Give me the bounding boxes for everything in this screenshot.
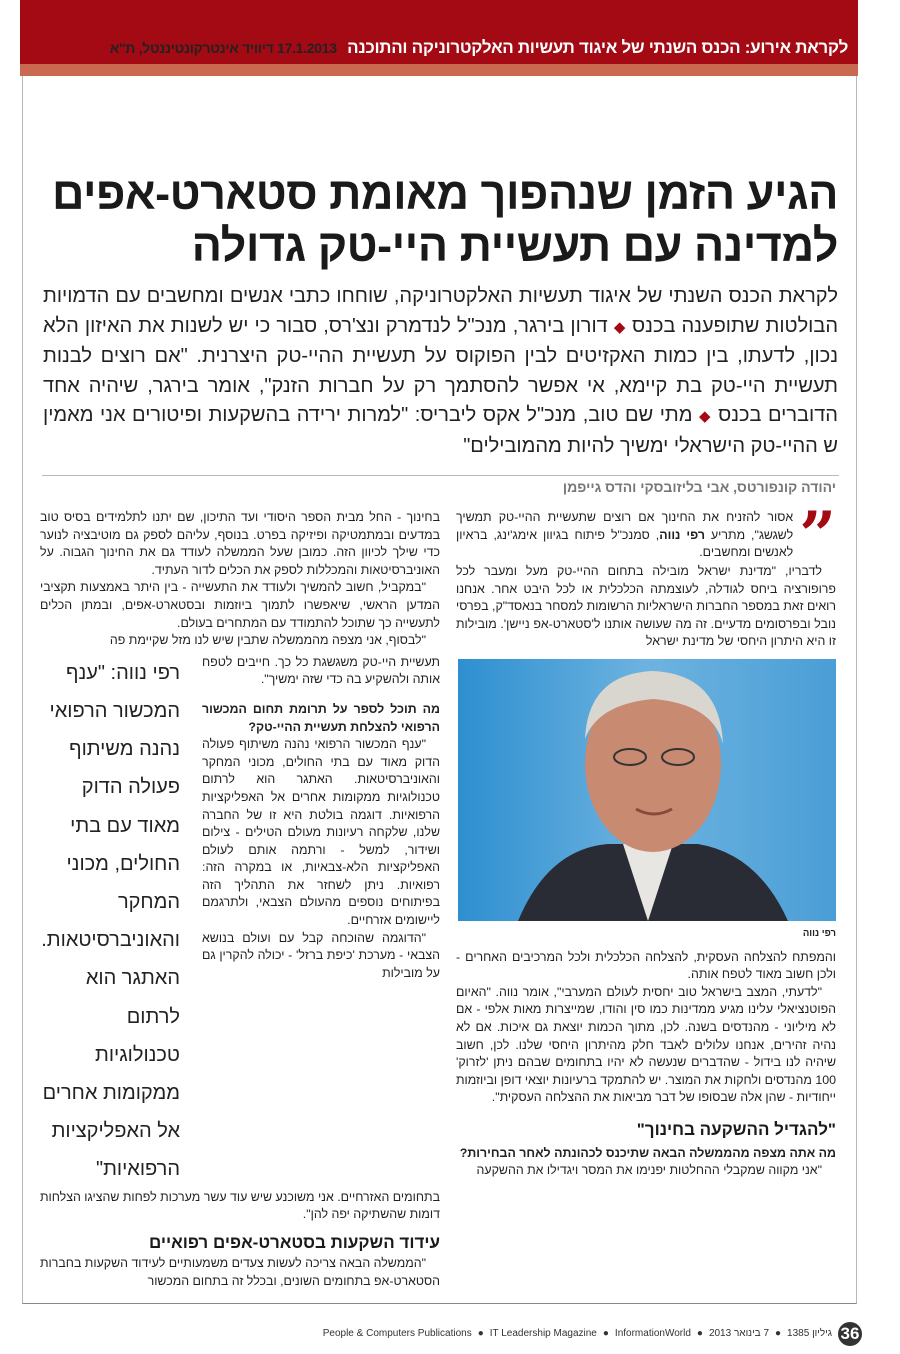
paragraph: והמפתח להצלחה העסקית, להצלחה הכלכלית ולכל המרכיבים האחרים - ולכן חשוב מאוד לטפח אותה.: [456, 949, 836, 982]
event-details: 17.1.2013 דיוויד אינטרקונטיננטל, ת"א: [109, 40, 337, 56]
section-heading: עידוד השקעות בסטארט-אפים רפואיים: [148, 1232, 440, 1252]
page-number: 36: [838, 1322, 862, 1346]
paragraph: "לדעתי, המצב בישראל טוב יחסית לעולם המערבי", אומר נווה. "האיום הפוטנציאלי עלינו מגיע ממדינות כמו סין והודו, שמייצרות מאות אלפי - אם לא מיליוני - מהנדסים בשנה. לכן, מתוך הכמות יוצאת גם איכות. אם לא נהיה זהירים, אנחנו עלולים לאבד חלק מהיתרון היחסי שלנו. לכן, חשוב שיהיה לנו בידול - שהדברים שנעשה לא יהיו בתחומים שבהם ניתן 'לזרוק' 100 מהנדסים ולחקות את המוצר. יש להתמקד ברעיונות יוצאי דופן וביוזמות ייחודיות - שהן אלה שבסופו של דבר מביאות את ההצלחה העסקית".: [456, 984, 836, 1105]
paragraph: תעשיית היי-טק משגשגת כל כך. חייבים לטפח אותה ולהשקיע בה כדי שזה ימשיך".: [202, 654, 440, 687]
diamond-bullet-icon: ◆: [699, 408, 712, 425]
left-column-narrow: [202, 654, 440, 1189]
byline: יהודה קונפורטס, אבי בליזובסקי והדס גייפמן: [562, 479, 836, 495]
paragraph: "לבסוף, אני מצפה מהממשלה שתבין שיש לנו מזל שקיימת פה: [109, 633, 426, 648]
article-columns: [39, 498, 836, 1291]
right-column: [456, 498, 836, 1291]
issue-number: גיליון 1385: [787, 1328, 832, 1340]
paragraph: לדבריו, "מדינת ישראל מובילה בתחום ההיי-טק מעל ומעבר לכל פרופורציה ביחס לגודלה, לעוצמתה הכלכלית או לכל היבט אחר. אנחנו רואים זאת במספר החברות הישראליות הרשומות למסחר בנאסד"ק, בפרסי נובל ובפרסומים מדעיים. זה מה שעושה אותנו ל'סטארט-אפ ניישן'. מובילות זו היא היתרון היחסי של מדינת ישראל: [456, 564, 836, 649]
event-banner-text: [104, 38, 848, 58]
paragraph: "הממשלה הבאה צריכה לעשות צעדים משמעותיים לעידוד השקעות בחברות הסטארט-אפ בתחומים השונים, ובכלל זה בתחום המכשור: [39, 1256, 440, 1288]
quote-mark-icon: ”: [799, 498, 836, 573]
lead-text-2: דורון בירגר, מנכ"ל לנדמרק ונצ'רס, סבור כי יש לשנות את האיזון הלא נכון, לדעתו, בין כמות האקזיטים לבין הפוקוס על תעשיית ההיי-טק היצרנית. "אם רוצים לבנות תעשיית היי-טק בת קיימא, אי אפשר להסתמך רק על חברות הזנק", אומר בירגר, שיהיה אחד הדוברים בכנס: [43, 314, 838, 426]
interview-question: מה אתה מצפה מהממשלה הבאה שתיכנס לכהונתה לאחר הבחירות?: [459, 1145, 836, 1160]
paragraph: "אני מקווה שמקבלי ההחלטות יפנימו את המסר ויגדילו את ההשקעה: [476, 1163, 822, 1178]
magazine-name: InformationWorld: [614, 1328, 691, 1340]
page-footer: [0, 1322, 862, 1346]
bullet-icon: ●: [477, 1328, 484, 1340]
paragraph: [456, 509, 793, 562]
text: אסור להזניח את החינוך אם רוצים שתעשיית ההיי-טק תמשיך לשגשג", מתריע: [456, 510, 794, 542]
left-column: [40, 509, 440, 1291]
interviewee-name: רפי נווה: [659, 527, 705, 542]
article-frame: [22, 76, 857, 1304]
headline-line-1: הגיע הזמן שנהפוך מאומת סטארט-אפים: [52, 168, 838, 219]
paragraph: "ענף המכשור הרפואי נהנה משיתוף פעולה הדוק מאוד עם בתי החולים, מכוני המחקר והאוניברסיטאות. האתגר הוא לרתום טכנולוגיות ממקומות אחרים אל האפליקציות הרפואיות. דוגמה בולטת היא זו של החברה שלנו, שלקחה רעיונות מעולם הטילים - צילום ושידור, למשל - ורתמה אותם לעולם האפליקציות הלא-צבאיות, או במקרה הזה: רפואיות. ניתן לשחזר את התהליך הזה בפיתוחים נוספים מהעולם הצבאי, ולתרגמם ליישומים אזרחיים.: [202, 737, 440, 928]
photo-caption: רפי נווה: [802, 927, 836, 939]
lead-paragraph: [43, 282, 838, 461]
bullet-icon: ●: [696, 1328, 703, 1340]
banner-strip: [20, 64, 858, 76]
interview-question: מה תוכל לספר על תרומת תחום המכשור הרפואי להצלחת תעשיית ההיי-טק?: [202, 701, 440, 734]
lead-text-1: לקראת הכנס השנתי של איגוד תעשיות האלקטרוניקה, שוחחו כתבי אנשים ומחשבים עם הדמויות הבולטות שתופענה בכנס: [43, 285, 839, 337]
headline-line-2: למדינה עם תעשיית היי-טק גדולה: [191, 220, 838, 271]
lead-text-3: מתי שם טוב, מנכ"ל אקס ליבריס: "למרות ירידה בהשקעות ופיטורים אני מאמין ש ההיי-טק הישראלי ימשיך להיות מהמובילים": [43, 404, 838, 457]
event-banner: [20, 0, 858, 64]
bullet-icon: ●: [602, 1328, 609, 1340]
event-title: לקראת אירוע: הכנס השנתי של איגוד תעשיות האלקטרוניקה והתוכנה: [347, 38, 848, 57]
paragraph: "במקביל, חשוב להמשיך ולעודד את התעשייה - בין היתר באמצעות תקציבי המדען הראשי, שיאפשרו לתמוך ביוזמות ובסטארט-אפים, ובמתן הכלים לתעשייה כך שתוכל להתמודד עם המתחרים בעולם.: [40, 580, 440, 630]
magazine-name: IT Leadership Magazine: [489, 1328, 597, 1340]
pull-quote: רפי נווה: "ענף המכשור הרפואי נהנה משיתוף פעולה הדוק מאוד עם בתי החולים, מכוני המחקר והאוניברסיטאות. האתגר הוא לרתום טכנולוגיות ממקומות אחרים אל האפליקציות הרפואיות": [41, 661, 180, 1181]
headline: [23, 168, 838, 272]
paragraph: בתחומים האזרחיים. אני משוכנע שיש עוד עשר מערכות לפחות שהציגו הצלחות דומות שהשתיקה יפה להן".: [40, 1189, 440, 1222]
diamond-bullet-icon: ◆: [613, 318, 626, 336]
publisher-name: People & Computers Publications: [322, 1328, 472, 1340]
portrait-photo: [458, 659, 836, 921]
paragraph: בחינוך - החל מבית הספר היסודי ועד התיכון, שם יתנו לתלמידים בסיס טוב במדעים ובמתמטיקה ופיזיקה בפרט. בנוסף, עליהם לספק גם מוטיבציה לנוער כדי שילך לכיוון הזה. כמובן שעל הממשלה לעודד גם את החינוך הגבוה. על האוניברסיטאות והמכללות לספק את הכלים לדור העתיד.: [40, 510, 440, 577]
paragraph: "הדוגמה שהוכחה קבל עם ועולם בנושא הצבאי - מערכת 'כיפת ברזל' - יכולה להקרין גם על מובילות: [202, 930, 440, 980]
section-heading: "להגדיל ההשקעה בחינוך": [636, 1119, 836, 1139]
pull-quote-row: [40, 654, 440, 1189]
text: , סמנכ"ל פיתוח בגיוון אימג'ינג, בראיון לאנשים ומחשבים.: [456, 527, 794, 560]
bullet-icon: ●: [775, 1328, 782, 1340]
divider: [42, 475, 839, 476]
opening-paragraph: [456, 498, 836, 573]
issue-date: 7 בינואר 2013: [708, 1328, 769, 1340]
